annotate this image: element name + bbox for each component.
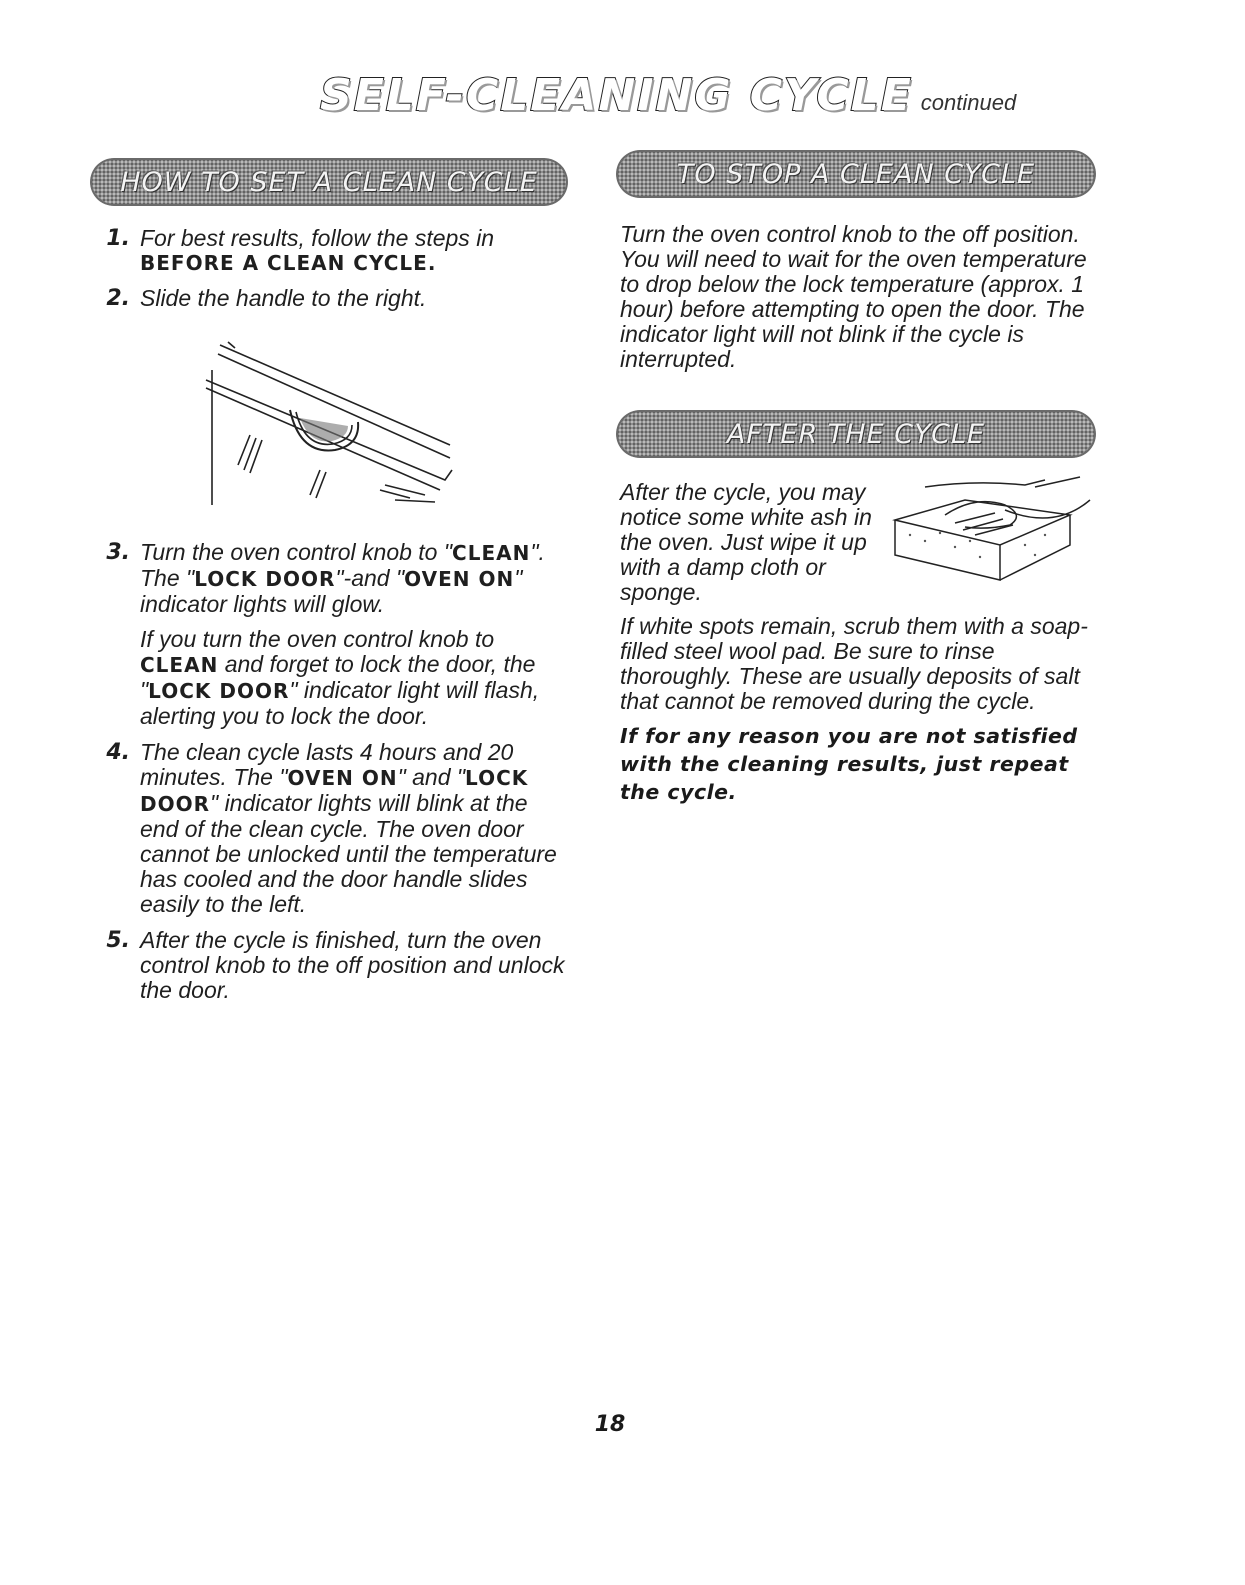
banner-to-stop-label: TO STOP A CLEAN CYCLE [676, 158, 1036, 190]
step-text: After the cycle is finished, turn the oven control knob to the off position and unlock the door. [140, 927, 565, 1003]
title-sub: continued [920, 90, 1017, 115]
banner-how-to-set [90, 158, 568, 206]
step-text: The "LOCK DOOR"-and "OVEN ON" [140, 565, 523, 591]
page-number: 18 [594, 1412, 626, 1437]
step-note: If you turn the oven control knob to CLEAN and forget to lock the door, the "LOCK DOOR" indicator light will flash, alerting you to lock the door. [140, 626, 540, 729]
after-cycle-text-2: If white spots remain, scrub them with a soap-filled steel wool pad. Be sure to rinse thoroughly. These are usually deposits of salt that cannot be removed during the cycle. [620, 613, 1088, 714]
step-2 [90, 286, 570, 316]
step-4 [90, 740, 570, 920]
title-main: SELF-CLEANING CYCLE [320, 70, 913, 121]
step-text: indicator lights will glow. [140, 591, 385, 617]
door-handle-illustration [200, 340, 460, 510]
step-text: Turn the oven control knob to "CLEAN". [140, 539, 545, 565]
step-number: 1. [106, 226, 130, 251]
banner-how-to-set-label: HOW TO SET A CLEAN CYCLE [120, 166, 538, 198]
step-3 [90, 539, 570, 729]
satisfaction-note: If for any reason you are not satisfied with the cleaning results, just repeat the cycle. [620, 724, 1078, 804]
step-1 [90, 226, 570, 276]
step-text: For best results, follow the steps in [140, 225, 495, 251]
banner-after-cycle [616, 410, 1096, 458]
step-number: 2. [106, 286, 130, 311]
page-title [320, 70, 1020, 130]
hand-wiping-illustration [885, 475, 1095, 585]
stop-instructions: Turn the oven control knob to the off position. You will need to wait for the oven temperature to drop below the lock temperature (approx. 1 hour) before attempting to open the door. The indicator light will not blink if the cycle is interrupted. [620, 221, 1087, 372]
step-5 [90, 928, 570, 1008]
step-emphasis: BEFORE A CLEAN CYCLE. [140, 251, 437, 275]
step-number: 3. [106, 540, 130, 565]
banner-after-cycle-label: AFTER THE CYCLE [726, 418, 986, 450]
step-text: The clean cycle lasts 4 hours and 20 minutes. The "OVEN ON" and "LOCK DOOR" indicator lights will blink at the end of the clean cycle. The oven door cannot be unlocked until the temperature has cooled and the door handle slides easily to the left. [140, 739, 557, 917]
step-number: 4. [106, 740, 130, 765]
banner-to-stop [616, 150, 1096, 198]
after-cycle-text: After the cycle, you may notice some white ash in the oven. Just wipe it up with a damp cloth or sponge. [620, 479, 872, 605]
step-number: 5. [106, 928, 130, 953]
step-text: Slide the handle to the right. [140, 285, 427, 311]
